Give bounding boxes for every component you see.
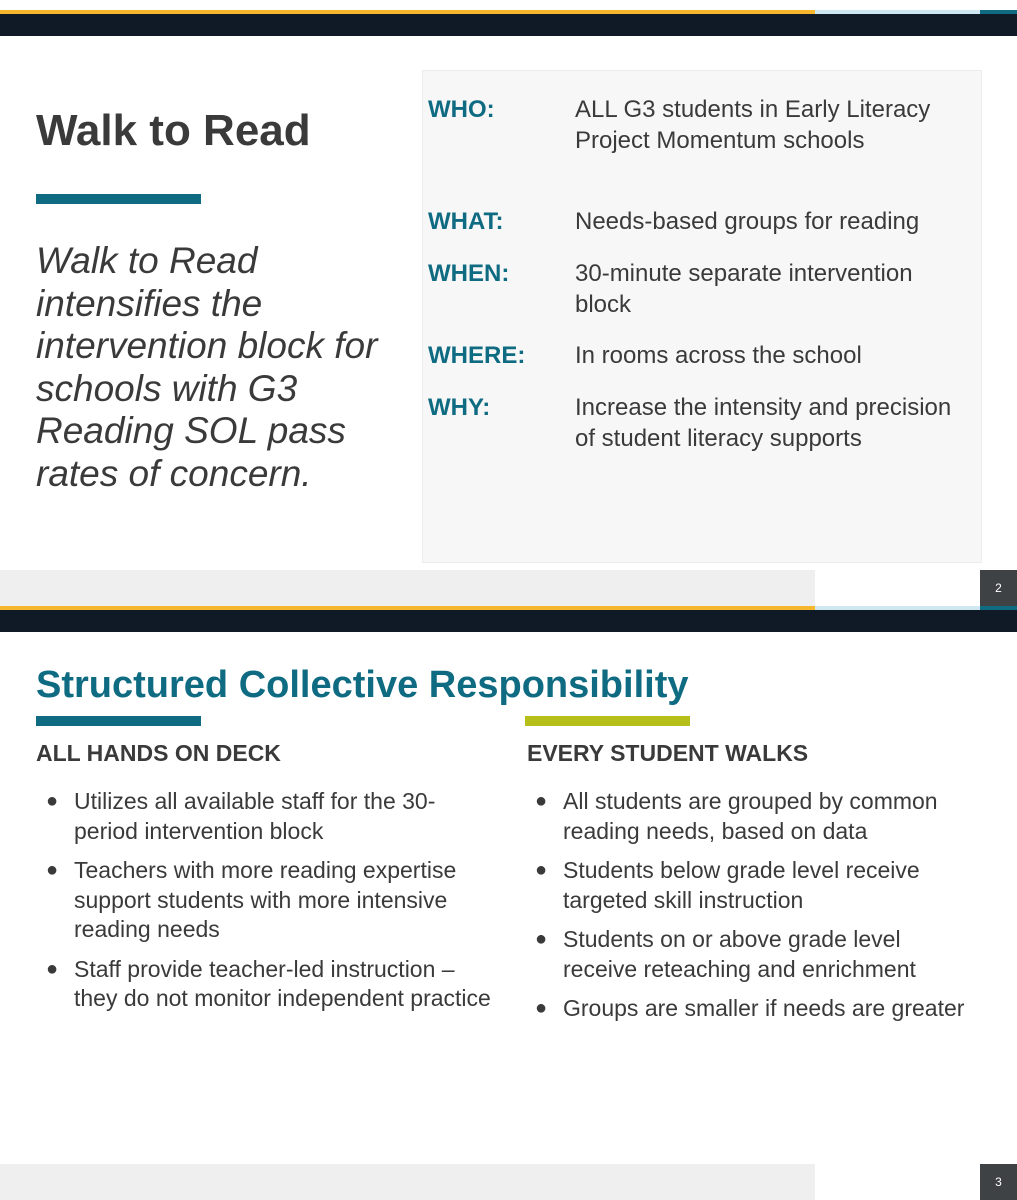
list-item bbox=[36, 856, 496, 945]
bullet-text: Groups are smaller if needs are greater bbox=[563, 995, 965, 1021]
bullet-icon: ● bbox=[46, 859, 59, 881]
right-column-heading: EVERY STUDENT WALKS bbox=[527, 740, 809, 766]
info-label: WHAT: bbox=[428, 208, 504, 235]
list-item bbox=[525, 787, 965, 846]
right-bullet-list bbox=[525, 787, 965, 1034]
info-value: ALL G3 students in Early Literacy Project Momentum schools bbox=[575, 96, 931, 154]
info-label: WHERE: bbox=[428, 342, 526, 369]
bullet-icon: ● bbox=[535, 928, 548, 950]
bullet-icon: ● bbox=[46, 957, 59, 980]
info-label: WHO: bbox=[428, 96, 495, 123]
bullet-text: Utilizes all available staff for the 30-period intervention block bbox=[74, 788, 436, 844]
navy-band bbox=[0, 610, 1017, 632]
info-label: WHEN: bbox=[428, 260, 510, 287]
left-bullet-list bbox=[36, 787, 496, 1024]
left-column-heading: ALL HANDS ON DECK bbox=[36, 740, 281, 766]
slide-number: 2 bbox=[980, 570, 1017, 606]
left-accent-bar bbox=[36, 716, 201, 726]
bullet-text: Staff provide teacher-led instruction – they do not monitor independent practice bbox=[74, 955, 491, 1011]
bullet-icon: ● bbox=[535, 859, 548, 881]
slide-title: Structured Collective Responsibility bbox=[36, 664, 689, 706]
navy-band bbox=[0, 14, 1017, 36]
bullet-text: All students are grouped by common reading needs, based on data bbox=[563, 788, 938, 844]
list-item bbox=[525, 856, 965, 915]
list-item bbox=[36, 955, 496, 1014]
title-accent-bar bbox=[36, 194, 201, 204]
info-label: WHY: bbox=[428, 394, 491, 421]
slide-footer bbox=[0, 1164, 1017, 1200]
slide-number: 3 bbox=[980, 1164, 1017, 1200]
footer-grey-band bbox=[0, 1164, 815, 1200]
info-value: Needs-based groups for reading bbox=[575, 208, 920, 235]
footer-white-band bbox=[815, 1164, 980, 1200]
slide-summary-text: Walk to Read intensifies the intervention block for schools with G3 Reading SOL pass rates of concern. bbox=[36, 240, 378, 494]
list-item bbox=[36, 787, 496, 846]
bullet-icon: ● bbox=[535, 790, 548, 812]
slide-footer bbox=[0, 570, 1017, 606]
footer-white-band bbox=[815, 570, 980, 606]
bullet-icon: ● bbox=[535, 997, 548, 1019]
bullet-text: Teachers with more reading expertise support students with more intensive reading needs bbox=[74, 857, 457, 942]
who-what-panel bbox=[422, 70, 982, 563]
info-value: In rooms across the school bbox=[575, 342, 862, 369]
slide-collective-responsibility bbox=[0, 606, 1017, 1200]
info-value: Increase the intensity and precision of student literacy supports bbox=[575, 394, 952, 452]
bullet-icon: ● bbox=[46, 790, 59, 812]
info-value: 30-minute separate intervention block bbox=[575, 260, 913, 318]
bullet-text: Students below grade level receive targeted skill instruction bbox=[563, 857, 920, 913]
list-item bbox=[525, 994, 965, 1024]
list-item bbox=[525, 925, 965, 984]
slide-title: Walk to Read bbox=[36, 106, 311, 155]
bullet-text: Students on or above grade level receive reteaching and enrichment bbox=[563, 926, 916, 982]
footer-grey-band bbox=[0, 570, 815, 606]
right-accent-bar bbox=[525, 716, 690, 726]
